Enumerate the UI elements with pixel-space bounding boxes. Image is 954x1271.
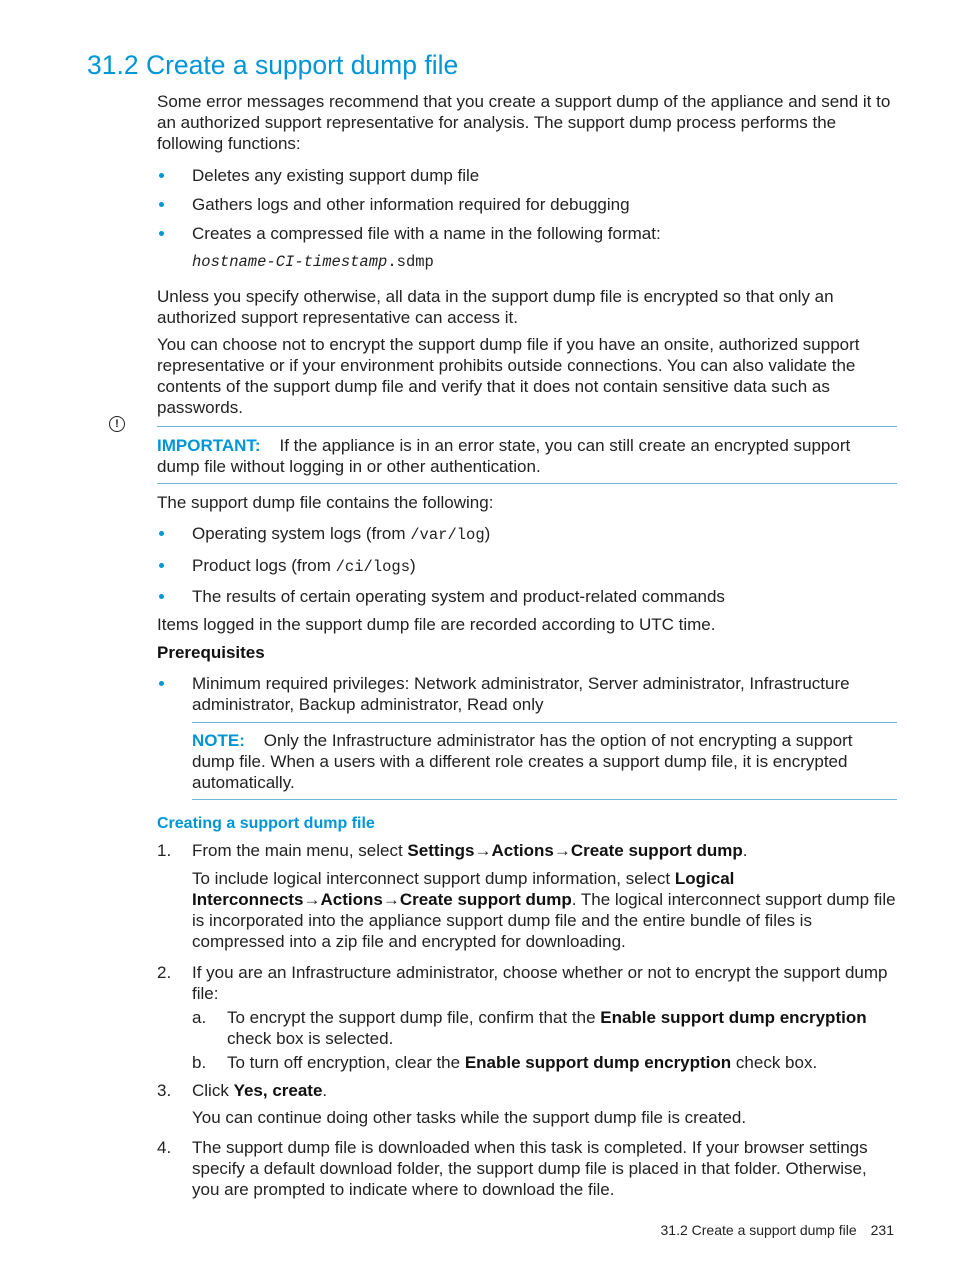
prerequisites-heading — [157, 642, 897, 663]
list-item: Minimum required privileges: Network administrator, Server administrator, Infrastructure administrator, Backup administrator, Read only — [157, 673, 897, 715]
step-text: If you are an Infrastructure administrator, choose whether or not to encrypt the support dump file: — [192, 963, 888, 1003]
list-item — [157, 523, 897, 546]
step-4 — [157, 1137, 897, 1200]
prerequisites-list — [157, 673, 897, 715]
encrypt-paragraph: Unless you specify otherwise, all data in the support dump file is encrypted so that only an authorized support representative can access it. — [157, 287, 834, 327]
procedure-subheading: Creating a support dump file — [157, 815, 375, 832]
step-number: 2. — [157, 963, 172, 982]
menu-path: Actions — [491, 841, 554, 860]
path-code: /var/log — [410, 526, 485, 544]
procedure-steps — [157, 840, 897, 1200]
contains-list — [157, 523, 897, 607]
prerequisites-label: Prerequisites — [157, 643, 265, 662]
ui-label: Enable support dump encryption — [600, 1008, 867, 1027]
text-run: To include logical interconnect support dump information, select — [192, 869, 675, 888]
note-bottom-rule — [192, 799, 897, 800]
menu-path: Create support dump — [399, 890, 572, 909]
menu-path: Create support dump — [570, 841, 743, 860]
item-text: Operating system logs (from — [192, 524, 411, 543]
list-item: Gathers logs and other information required for debugging — [157, 194, 897, 215]
step-number: 1. — [157, 841, 172, 860]
important-top-rule — [157, 426, 897, 427]
functions-list — [157, 165, 897, 244]
step-number: 4. — [157, 1138, 172, 1157]
menu-path: Actions — [320, 890, 383, 909]
text-run: . The logical interconnect support dump file is incorporated into the appliance support dump file and the entire bundle of files is compressed into a zip file and encrypted for downloading. — [192, 890, 896, 951]
substep-label: a. — [192, 1008, 207, 1027]
list-item: Creates a compressed file with a name in the following format: — [157, 223, 897, 244]
page-number: 231 — [870, 1222, 894, 1238]
substep-a — [192, 1007, 897, 1049]
text-run: check box. — [731, 1053, 818, 1072]
arrow-glyph: → — [303, 890, 321, 909]
text-run: To encrypt the support dump file, confirm that the — [227, 1008, 601, 1027]
arrow-glyph: → — [382, 890, 400, 909]
list-item — [157, 555, 897, 578]
menu-path: Logical Interconnects — [192, 869, 735, 909]
section-heading: 31.2 Create a support dump file — [87, 50, 459, 80]
exclamation-circle-icon: ! — [109, 416, 125, 432]
important-bottom-rule — [157, 483, 897, 484]
list-item: The results of certain operating system and product-related commands — [157, 586, 897, 607]
menu-path: Settings — [407, 841, 475, 860]
item-text: Product logs (from — [192, 556, 336, 575]
text-run: To turn off encryption, clear the — [227, 1053, 465, 1072]
ui-label: Enable support dump encryption — [464, 1053, 732, 1072]
substep-label: b. — [192, 1053, 207, 1072]
text-run: . — [742, 841, 748, 860]
step-3 — [157, 1080, 897, 1128]
item-text: ) — [484, 524, 491, 543]
filename-format — [157, 252, 897, 273]
note-label: NOTE: — [192, 731, 245, 750]
format-variable: hostname-CI-timestamp — [192, 253, 388, 271]
item-text: ) — [410, 556, 416, 575]
note-admonition — [192, 722, 897, 800]
choose-paragraph: You can choose not to encrypt the support dump file if you have an onsite, authorized support representative or if your environment prohibits outside connections. You can also validate the contents of the support dump file and verify that it does not contain sensitive data such as passwords. — [157, 335, 860, 417]
text-run: Click — [192, 1081, 234, 1100]
step-1 — [157, 840, 897, 952]
important-label: IMPORTANT: — [157, 436, 261, 455]
step-detail: You can continue doing other tasks while the support dump file is created. — [192, 1108, 747, 1127]
step-text: The support dump file is downloaded when this task is completed. If your browser settings specify a default download folder, the support dump file is placed in that folder. Otherwise, you are prompted to indicate where to download the file. — [192, 1138, 868, 1199]
list-item: Deletes any existing support dump file — [157, 165, 897, 186]
intro-paragraph: Some error messages recommend that you create a support dump of the appliance and send it to an authorized support representative for analysis. The support dump process performs the following functions: — [157, 92, 891, 153]
utc-note: Items logged in the support dump file are recorded according to UTC time. — [157, 615, 716, 634]
step-2 — [157, 962, 897, 1073]
contains-intro: The support dump file contains the following: — [157, 493, 494, 512]
ui-label: Yes, create — [233, 1081, 323, 1100]
footer-title: 31.2 Create a support dump file — [660, 1222, 857, 1238]
page-footer — [661, 1222, 894, 1238]
important-text: If the appliance is in an error state, you can still create an encrypted support dump file without logging in or other authentication. — [157, 436, 851, 476]
note-paragraph — [192, 730, 897, 793]
step-text — [192, 840, 897, 861]
substep-b — [192, 1052, 897, 1073]
note-text: Only the Infrastructure administrator has the option of not encrypting a support dump file. When a users with a different role creates a support dump file, it is encrypted automatically. — [192, 731, 853, 792]
step-detail — [192, 868, 897, 952]
important-admonition — [157, 435, 897, 477]
step-number: 3. — [157, 1081, 172, 1100]
text-run: check box is selected. — [227, 1029, 394, 1048]
text-run: . — [322, 1081, 328, 1100]
path-code: /ci/logs — [335, 558, 411, 576]
section-content — [157, 91, 897, 1200]
arrow-glyph: → — [474, 841, 492, 860]
step-text — [192, 1080, 897, 1101]
text-run: From the main menu, select — [192, 841, 408, 860]
note-top-rule — [192, 722, 897, 723]
format-extension: .sdmp — [387, 253, 434, 271]
substeps — [192, 1007, 897, 1073]
arrow-glyph: → — [553, 841, 571, 860]
